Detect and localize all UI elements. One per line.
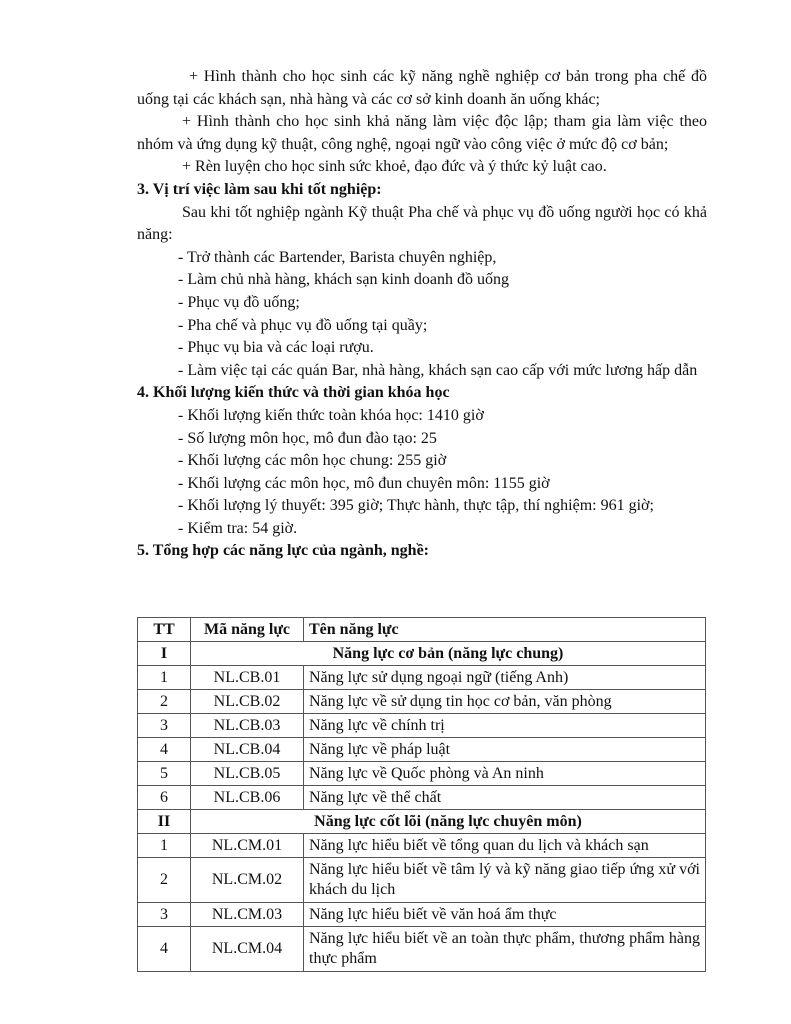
competency-name: Năng lực về pháp luật	[304, 738, 706, 762]
competency-name: Năng lực về Quốc phòng và An ninh	[304, 762, 706, 786]
competency-name: Năng lực hiểu biết về văn hoá ẩm thực	[304, 903, 706, 927]
section-4-heading: 4. Khối lượng kiến thức và thời gian khóa học	[137, 384, 450, 402]
table-row	[138, 834, 706, 858]
row-number: 2	[138, 858, 191, 903]
table-row	[138, 786, 706, 810]
row-number: 3	[138, 714, 191, 738]
table-row	[138, 903, 706, 927]
group-number: II	[138, 810, 191, 834]
table-row	[138, 927, 706, 972]
header-tt: TT	[138, 618, 191, 642]
competency-name: Năng lực về sử dụng tin học cơ bản, văn phòng	[304, 690, 706, 714]
competency-code: NL.CM.01	[191, 834, 304, 858]
header-code: Mã năng lực	[191, 618, 304, 642]
row-number: 2	[138, 690, 191, 714]
group-number: I	[138, 642, 191, 666]
competency-code: NL.CB.05	[191, 762, 304, 786]
competency-name: Năng lực hiểu biết về an toàn thực phẩm, thương phẩm hàng thực phẩm	[304, 927, 706, 972]
competency-name: Năng lực về thể chất	[304, 786, 706, 810]
competency-name: Năng lực về chính trị	[304, 714, 706, 738]
competency-name: Năng lực sử dụng ngoại ngữ (tiếng Anh)	[304, 666, 706, 690]
competency-name: Năng lực hiểu biết về tâm lý và kỹ năng giao tiếp ứng xử với khách du lịch	[304, 858, 706, 903]
competency-code: NL.CB.03	[191, 714, 304, 738]
section-3-intro: Sau khi tốt nghiệp ngành Kỹ thuật Pha chế và phục vụ đồ uống người học có khả năng:	[137, 203, 707, 244]
job-item: - Trở thành các Bartender, Barista chuyên nghiệp,	[178, 248, 497, 266]
competency-code: NL.CM.03	[191, 903, 304, 927]
group-title: Năng lực cốt lõi (năng lực chuyên môn)	[191, 810, 706, 834]
table-header-row	[138, 618, 706, 642]
table-row	[138, 690, 706, 714]
row-number: 1	[138, 834, 191, 858]
volume-item: - Số lượng môn học, mô đun đào tạo: 25	[178, 429, 437, 447]
competency-code: NL.CB.02	[191, 690, 304, 714]
table-row	[138, 858, 706, 903]
header-name: Tên năng lực	[304, 618, 706, 642]
competency-name: Năng lực hiểu biết về tổng quan du lịch và khách sạn	[304, 834, 706, 858]
group-row	[138, 642, 706, 666]
competency-code: NL.CB.06	[191, 786, 304, 810]
competency-code: NL.CM.04	[191, 927, 304, 972]
competency-code: NL.CM.02	[191, 858, 304, 903]
job-item: - Pha chế và phục vụ đồ uống tại quầy;	[178, 316, 428, 334]
competency-code: NL.CB.01	[191, 666, 304, 690]
row-number: 4	[138, 927, 191, 972]
volume-item: - Kiểm tra: 54 giờ.	[178, 519, 298, 537]
volume-item: - Khối lượng lý thuyết: 395 giờ; Thực hành, thực tập, thí nghiệm: 961 giờ;	[178, 497, 654, 515]
row-number: 1	[138, 666, 191, 690]
job-item: - Làm việc tại các quán Bar, nhà hàng, khách sạn cao cấp với mức lương hấp dẫn	[178, 361, 698, 379]
competency-code: NL.CB.04	[191, 738, 304, 762]
row-number: 5	[138, 762, 191, 786]
objective-item: + Rèn luyện cho học sinh sức khoẻ, đạo đức và ý thức kỷ luật cao.	[182, 158, 607, 176]
row-number: 3	[138, 903, 191, 927]
job-item: - Phục vụ đồ uống;	[178, 293, 300, 311]
section-5-heading: 5. Tổng hợp các năng lực của ngành, nghề:	[137, 542, 430, 560]
table-row	[138, 762, 706, 786]
competency-table	[137, 617, 706, 972]
group-title: Năng lực cơ bản (năng lực chung)	[191, 642, 706, 666]
row-number: 4	[138, 738, 191, 762]
table-row	[138, 714, 706, 738]
row-number: 6	[138, 786, 191, 810]
section-3-heading: 3. Vị trí việc làm sau khi tốt nghiệp:	[137, 180, 382, 198]
volume-item: - Khối lượng kiến thức toàn khóa học: 1410 giờ	[178, 406, 484, 424]
volume-item: - Khối lượng các môn học, mô đun chuyên môn: 1155 giờ	[178, 474, 550, 492]
table-row	[138, 666, 706, 690]
objective-item: + Hình thành cho học sinh khả năng làm việc độc lập; tham gia làm việc theo nhóm và ứng dụng kỹ thuật, công nghệ, ngoại ngữ vào công việc ở mức độ cơ bản;	[137, 113, 707, 153]
volume-item: - Khối lượng các môn học chung: 255 giờ	[178, 452, 447, 470]
table-row	[138, 738, 706, 762]
document-page	[137, 66, 707, 563]
job-item: - Làm chủ nhà hàng, khách sạn kinh doanh đồ uống	[178, 271, 510, 289]
group-row	[138, 810, 706, 834]
objective-item: + Hình thành cho học sinh các kỹ năng nghề nghiệp cơ bản trong pha chế đồ uống tại các khách sạn, nhà hàng và các cơ sở kinh doanh ăn uống khác;	[137, 68, 707, 108]
job-item: - Phục vụ bia và các loại rượu.	[178, 339, 374, 357]
